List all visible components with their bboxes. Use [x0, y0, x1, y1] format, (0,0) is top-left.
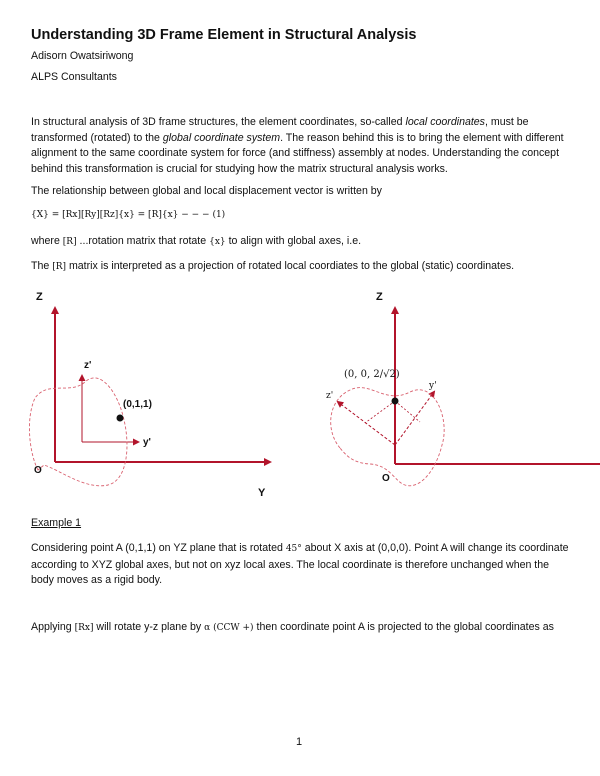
right-local-y-line [395, 392, 434, 445]
left-origin-label: O [34, 465, 42, 476]
right-rigid-body-outline [331, 388, 444, 486]
left-point-label: (0,1,1) [123, 399, 152, 410]
left-z-label: Z [36, 291, 43, 303]
right-local-z-label: z' [326, 391, 334, 401]
projection-line-a [395, 401, 420, 422]
left-local-z-label: z' [84, 360, 92, 371]
page-number: 1 [296, 736, 303, 748]
intro-paragraph: In structural analysis of 3D frame structures, the element coordinates, so-called local coordinates, must be transformed (rotated) to the global coordinate system. The reason behind this is to bring the element with different alignment to the same coordinate system for force (and stiffness) assembly at nodes. Understanding the concept behind this transformation is crucial for studying how the matrix structural analysis works. [31, 116, 564, 175]
rigid-body-outline [29, 378, 127, 486]
left-y-label: Y [258, 487, 266, 499]
right-local-y-label: y' [429, 381, 437, 391]
where-line: where [R] ...rotation matrix that rotate {x} to align with global axes, i.e. [31, 235, 362, 247]
figure-right [310, 280, 600, 495]
projection-line-b [365, 401, 395, 423]
example-paragraph-1: Considering point A (0,1,1) on YZ plane that is rotated 45° about X axis at (0,0,0). Point A will change its coordinate according to XYZ global axes, but not on xyz local axes. The local coordinate is therefore unchanged when the body moves as a rigid body. [31, 542, 569, 587]
example-heading: Example 1 [31, 517, 82, 529]
left-local-y-label: y' [143, 437, 151, 448]
figure-left [0, 280, 300, 500]
right-point-label: (0, 0, 2/√2) [344, 369, 400, 380]
author: Adisorn Owatsiriwong [31, 50, 134, 62]
equation-1: {X} = [Rx][Ry][Rz]{x} = [R]{x} − − − (1) [31, 210, 226, 220]
right-point-a [392, 398, 399, 405]
relationship-text: The relationship between global and local displacement vector is written by [31, 185, 382, 197]
interpretation-line: The [R] matrix is interpreted as a projection of rotated local coordiates to the global (static) coordinates. [31, 260, 515, 272]
point-a [117, 415, 124, 422]
page-title: Understanding 3D Frame Element in Structural Analysis [31, 27, 417, 43]
right-origin-label: O [382, 473, 390, 484]
organization: ALPS Consultants [31, 71, 117, 83]
example-paragraph-2: Applying [Rx] will rotate y-z plane by α (CCW +) then coordinate point A is projected to the global coordinates as [31, 621, 554, 633]
right-z-label: Z [376, 291, 383, 303]
right-local-z-line [338, 402, 395, 445]
